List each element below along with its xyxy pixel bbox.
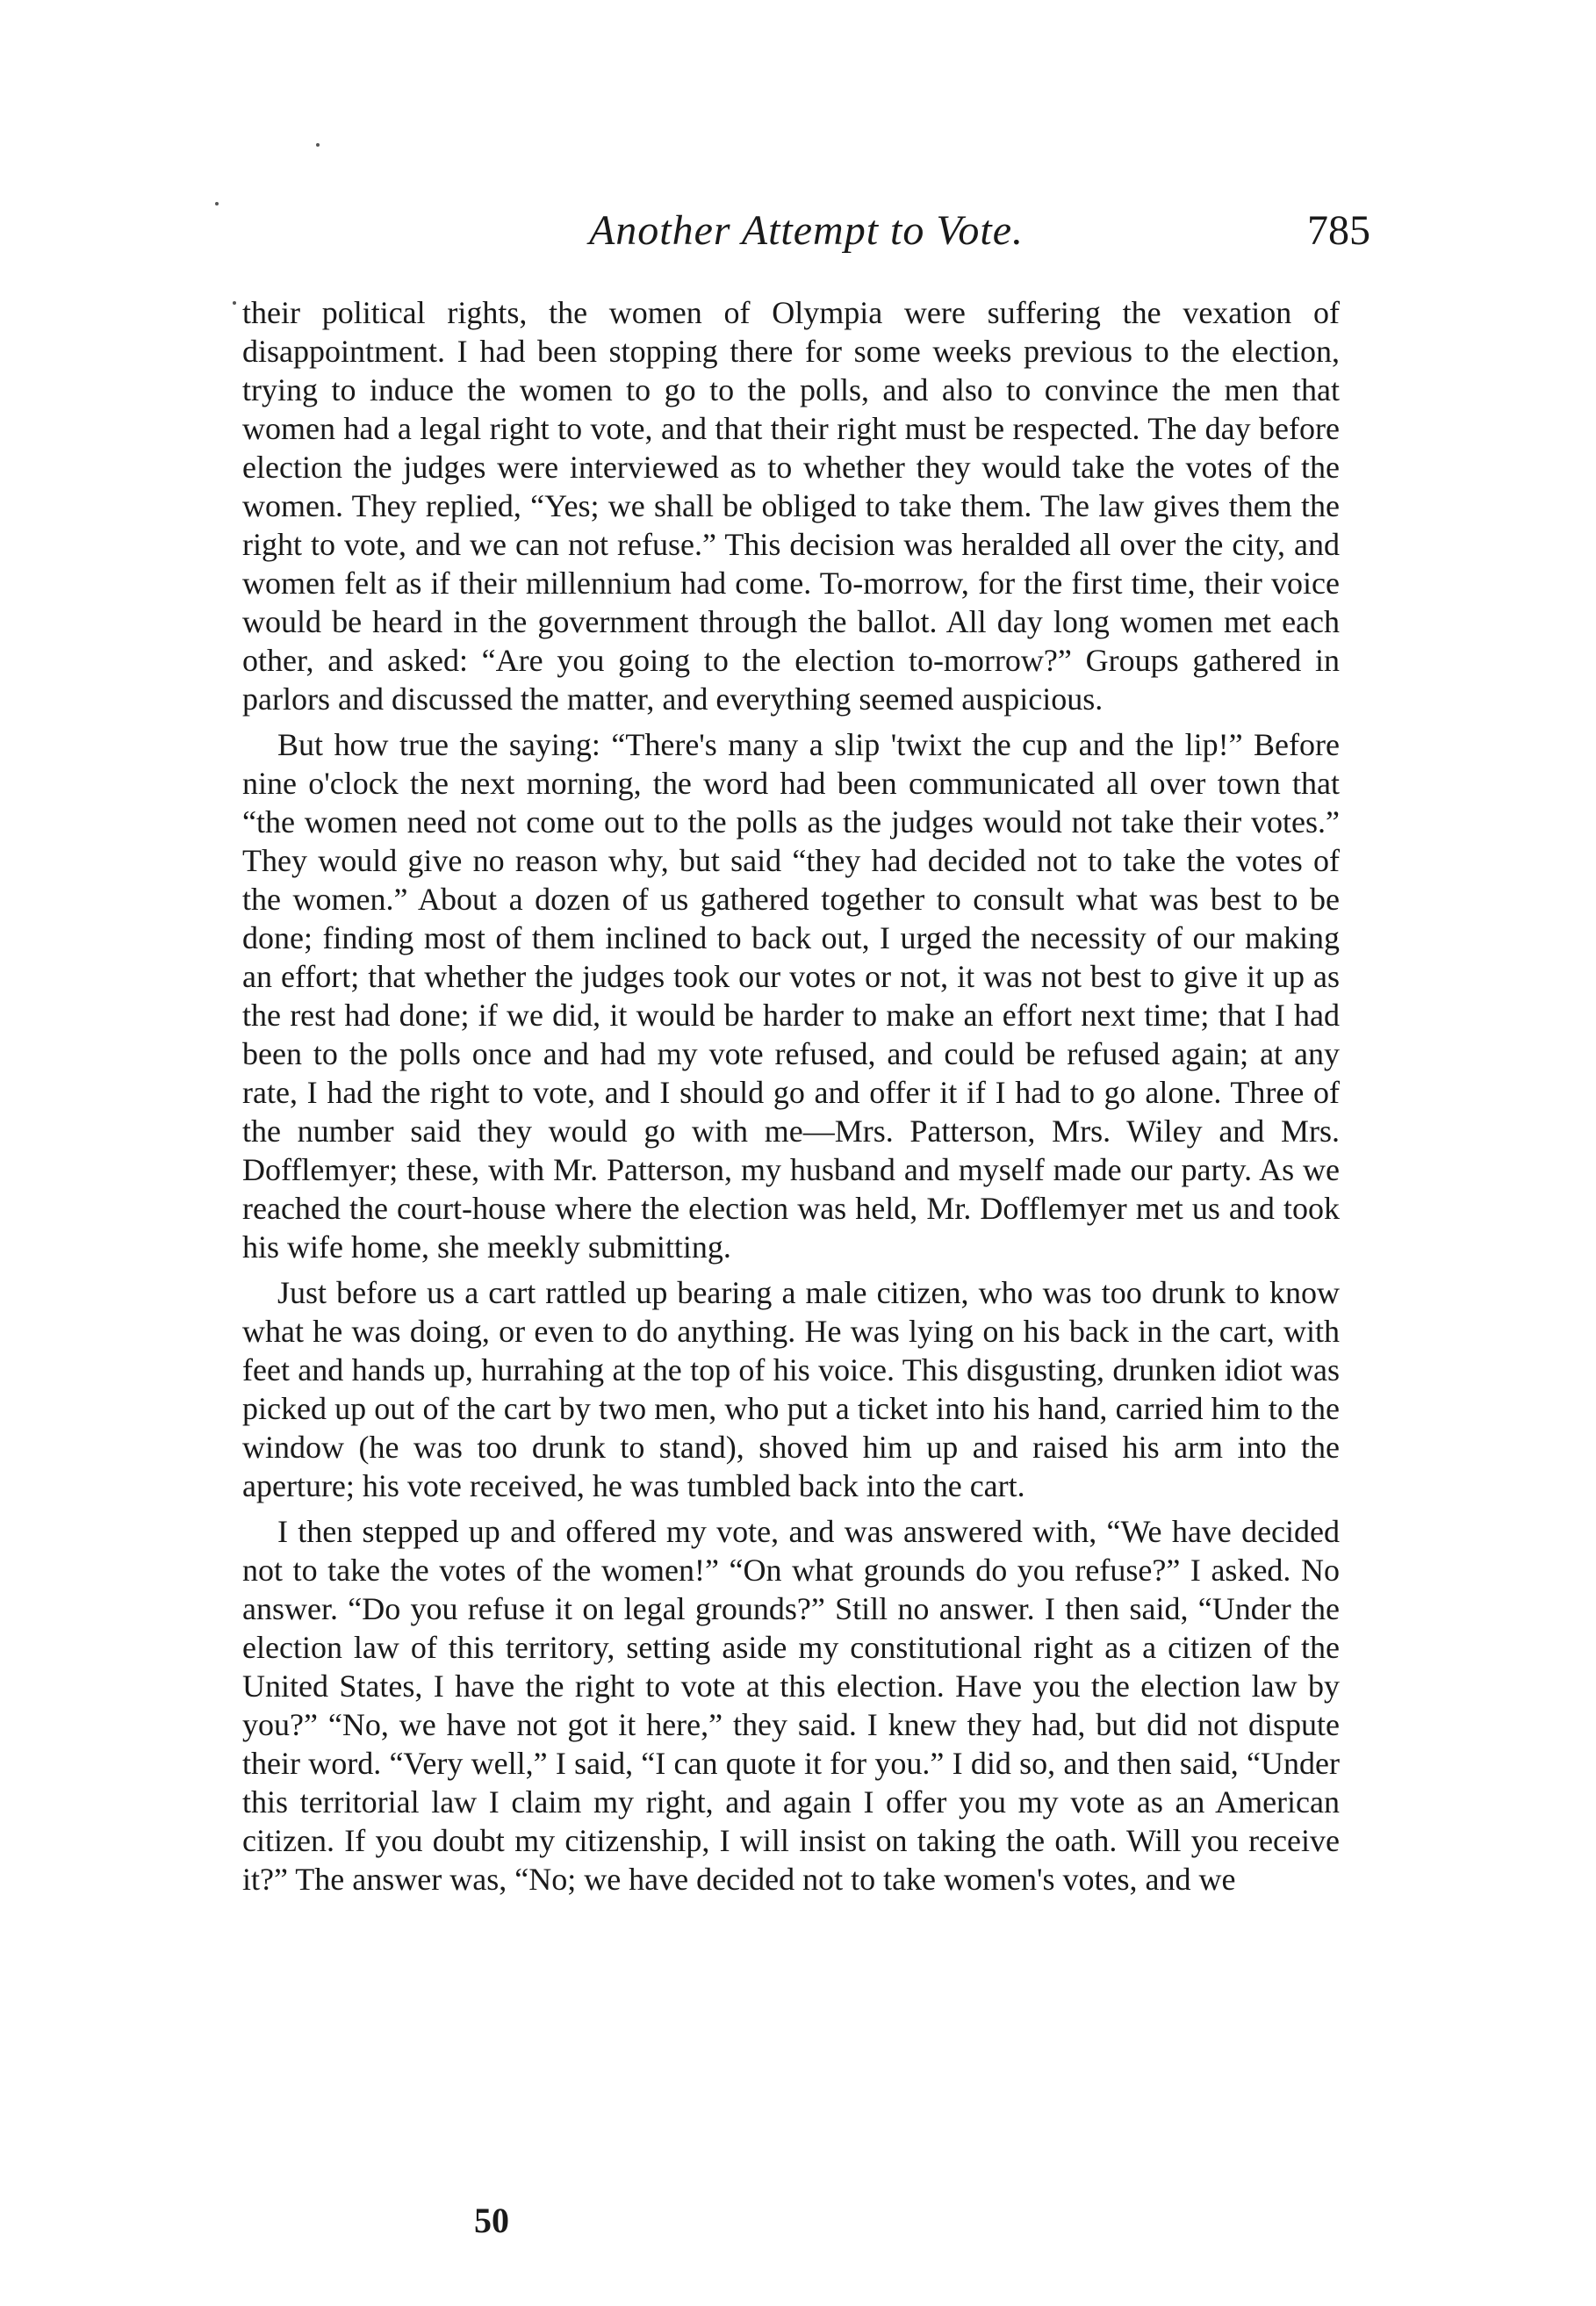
- paper-speck: [215, 202, 219, 205]
- running-title: Another Attempt to Vote.: [588, 207, 1024, 254]
- paper-speck: [316, 143, 320, 147]
- paper-speck: [233, 301, 236, 305]
- paragraph-4: I then stepped up and offered my vote, and was answered with, “We have decided not to take the votes of the women!” “On what grounds do you refuse?” I asked. No answer. “Do you refuse it on legal grounds?” Still no answer. I then said, “Under the election law of this territory, setting aside my constitutional right as a citizen of the United States, I have the right to vote at this election. Have you the election law by you?” “No, we have not got it here,” they said. I knew they had, but did not dispute their word. “Very well,” I said, “I can quote it for you.” I did so, and then said, “Under this territorial law I claim my right, and again I offer you my vote as an American citizen. If you doubt my citizenship, I will insist on taking the oath. Will you receive it?” The answer was, “No; we have decided not to take women's votes, and we: [242, 1514, 1340, 1897]
- page-number: 785: [1307, 207, 1370, 254]
- paragraph-2: But how true the saying: “There's many a slip 'twixt the cup and the lip!” Before nine o'clock the next morning, the word had been communicated all over town that “the women need not come out to the polls as the judges would not take their votes.” They would give no reason why, but said “they had decided not to take the votes of the women.” About a dozen of us gathered together to consult what was best to be done; finding most of them inclined to back out, I urged the necessity of our making an effort; that whether the judges took our votes or not, it was not best to give it up as the rest had done; if we did, it would be harder to make an effort next time; that I had been to the polls once and had my vote refused, and could be refused again; at any rate, I had the right to vote, and I should go and offer it if I had to go alone. Three of the number said they would go with me—Mrs. Patterson, Mrs. Wiley and Mrs. Dofflemyer; these, with Mr. Patterson, my husband and myself made our party. As we reached the court-house where the election was held, Mr. Dofflemyer met us and took his wife home, she meekly submitting.: [242, 727, 1340, 1265]
- paragraph-3: Just before us a cart rattled up bearing a male citizen, who was too drunk to know what he was doing, or even to do anything. He was lying on his back in the cart, with feet and hands up, hurrahing at the top of his voice. This disgusting, drunken idiot was picked up out of the cart by two men, who put a ticket into his hand, carried him to the window (he was too drunk to stand), shoved him up and raised his arm into the aperture; his vote received, he was tumbled back into the cart.: [242, 1275, 1340, 1503]
- running-head: [242, 200, 1370, 262]
- body-text: [242, 293, 1340, 1906]
- signature-mark: 50: [474, 2201, 509, 2240]
- paragraph-1: their political rights, the women of Olympia were suffering the vexation of disappointment. I had been stopping there for some weeks previous to the election, trying to induce the women to go to the polls, and also to convince the men that women had a legal right to vote, and that their right must be respected. The day before election the judges were interviewed as to whether they would take the votes of the women. They replied, “Yes; we shall be obliged to take them. The law gives them the right to vote, and we can not refuse.” This decision was heralded all over the city, and women felt as if their millennium had come. To-morrow, for the first time, their voice would be heard in the government through the ballot. All day long women met each other, and asked: “Are you going to the election to-morrow?” Groups gathered in parlors and discussed the matter, and everything seemed auspicious.: [242, 295, 1340, 717]
